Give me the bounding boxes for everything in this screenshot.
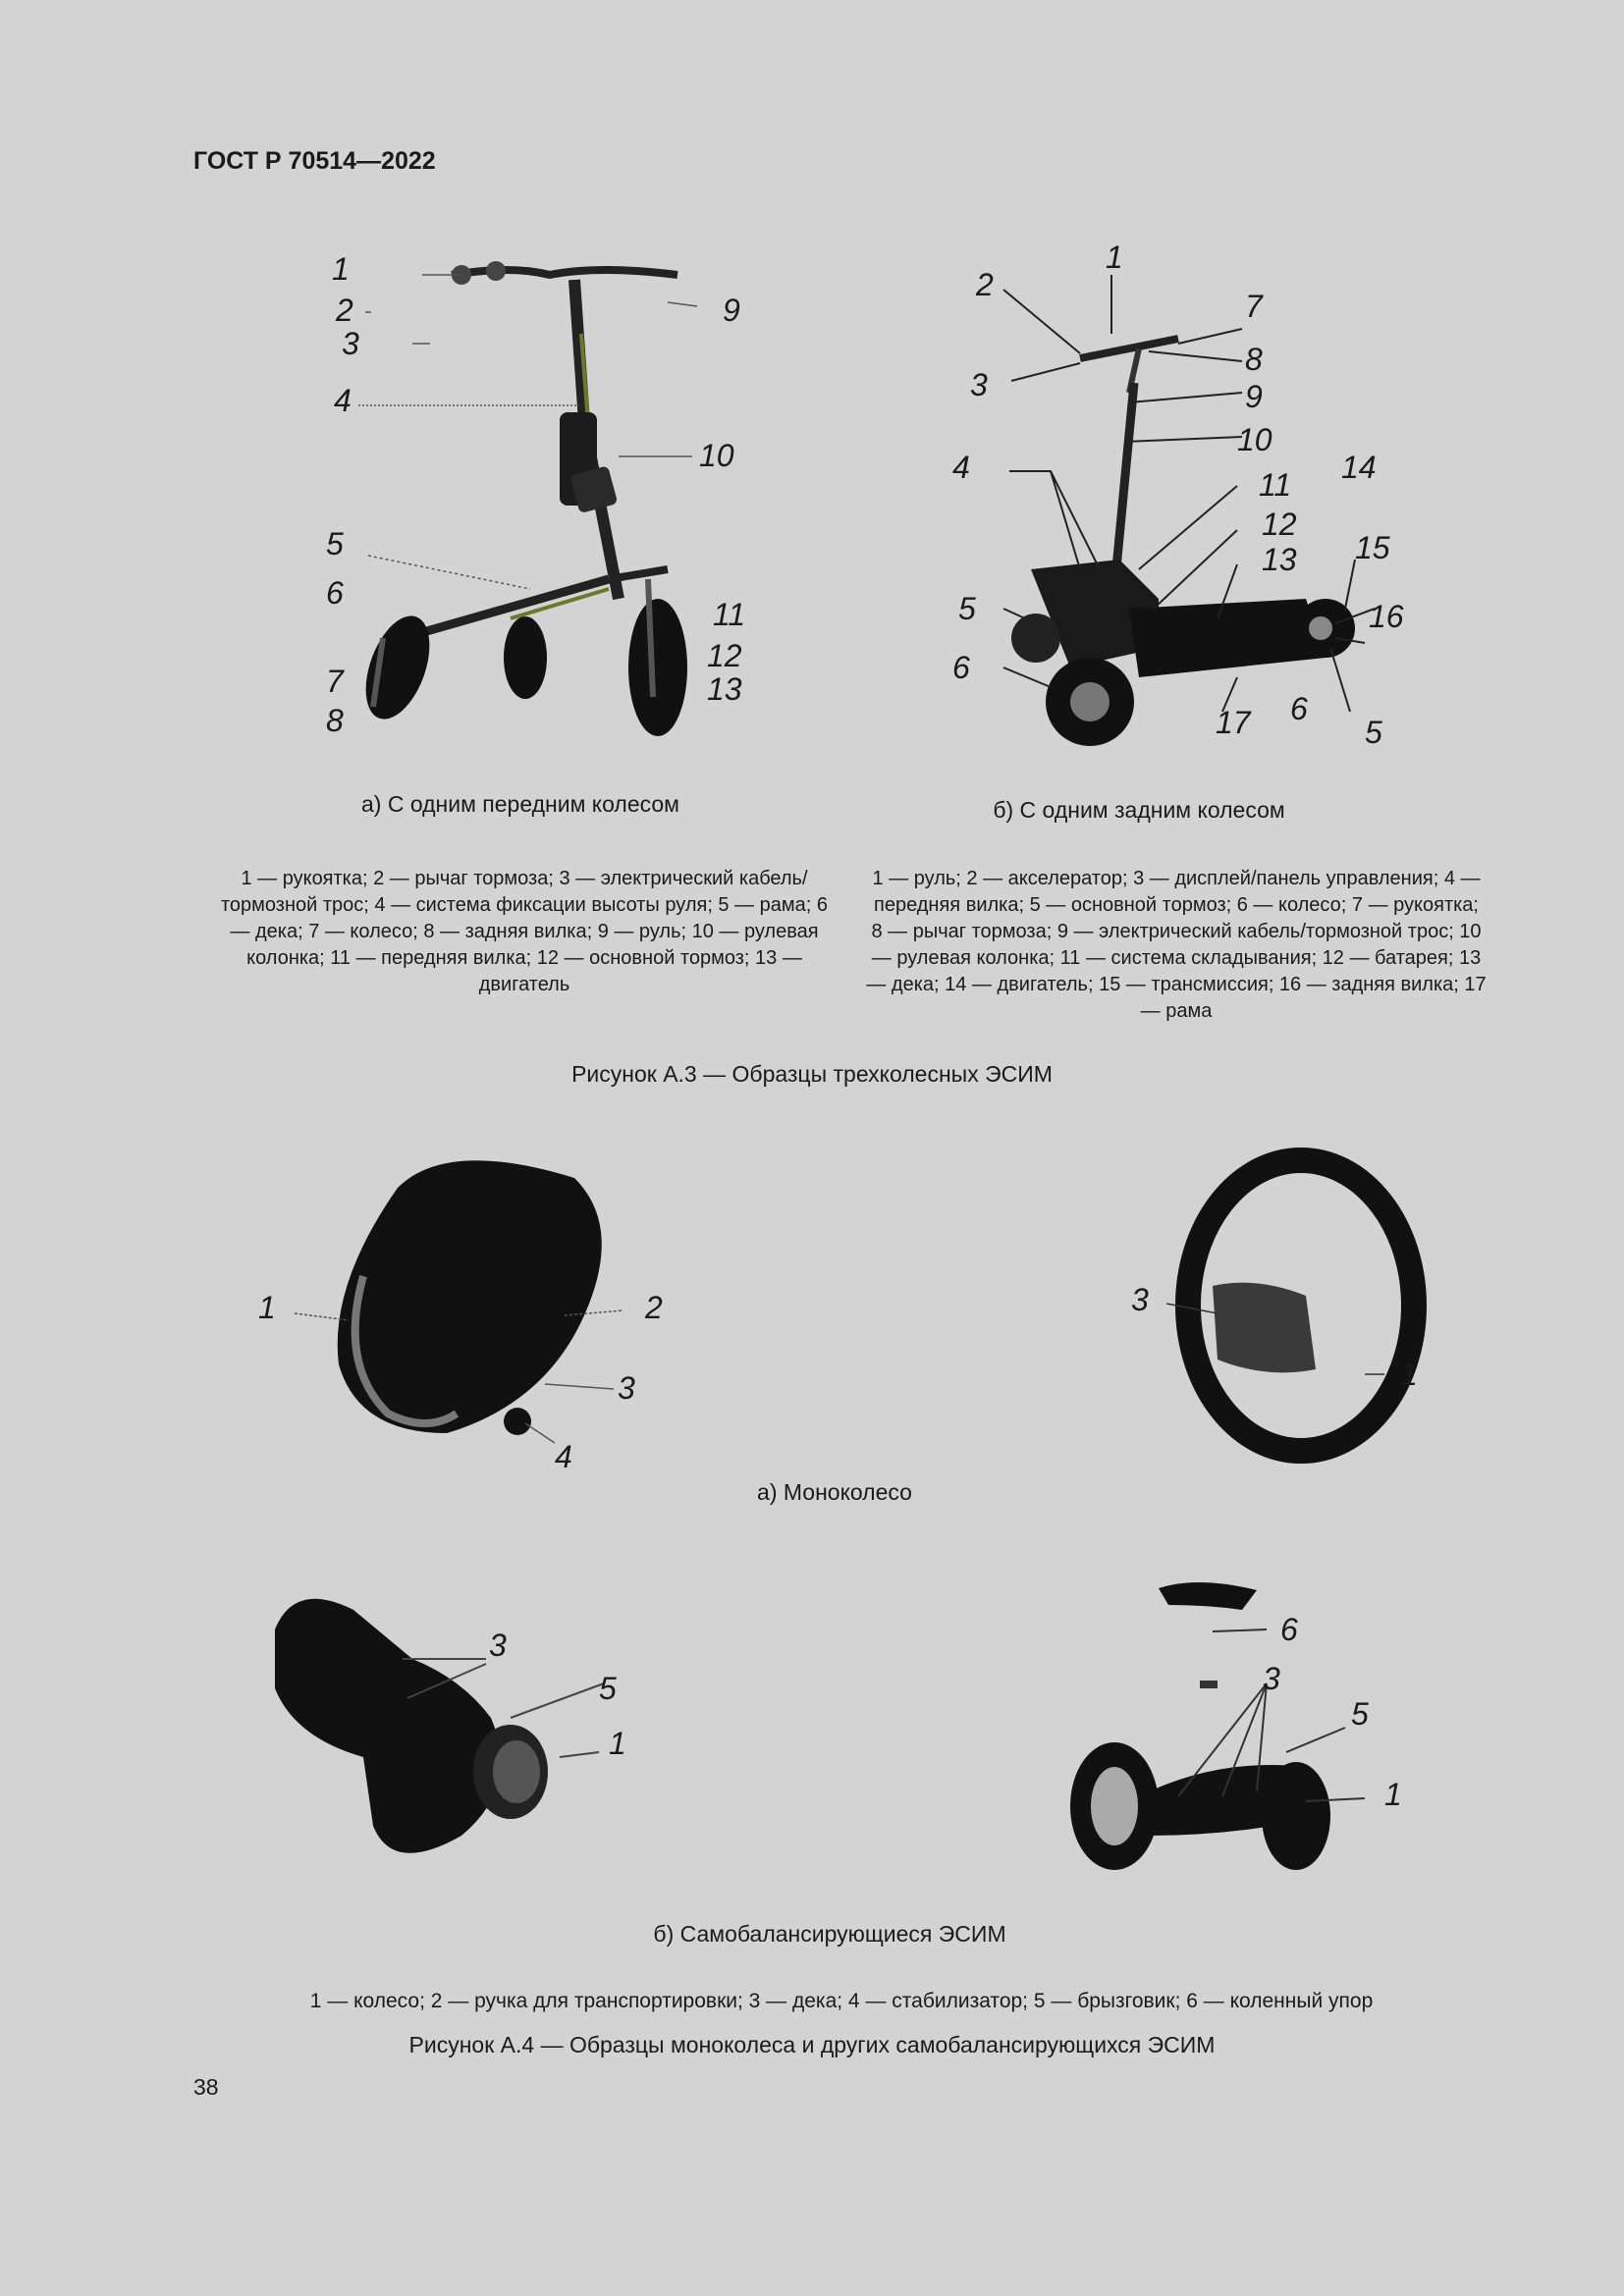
- callout-label: 4: [952, 450, 970, 485]
- callout-label: 1: [609, 1726, 626, 1761]
- page-number: 38: [193, 2074, 219, 2100]
- callout-label: 2: [336, 293, 353, 328]
- callout-label: 5: [326, 526, 344, 561]
- figure-a4-self-caption: б) Самобалансирующиеся ЭСИМ: [653, 1921, 1006, 1947]
- callout-label: 9: [1245, 379, 1263, 414]
- callout-label: 11: [1259, 467, 1292, 503]
- callout-label: 4: [334, 383, 352, 418]
- callout-label: 8: [1245, 342, 1263, 377]
- callout-label: 5: [958, 591, 976, 626]
- self-balancing-right-drawing: [1060, 1571, 1453, 1904]
- figure-a4-mono-caption: а) Моноколесо: [757, 1479, 912, 1505]
- callout-label: 15: [1355, 530, 1390, 565]
- callout-label: 16: [1369, 599, 1404, 634]
- callout-label: 3: [489, 1628, 507, 1663]
- trike-front-wheel-figure: [314, 245, 756, 756]
- trike-rear-wheel-figure: [943, 236, 1434, 766]
- figure-a3-left-legend: 1 — рукоятка; 2 — рычаг тормоза; 3 — электрический кабель/тормозной трос; 4 — система фиксации высоты руля; 5 — рама; 6 — дека; 7 — колесо; 8 — задняя вилка; 9 — руль; 10 — рулевая колонка; 11 — передняя вилка; 12 — основной тормоз; 13 — двигатель: [220, 868, 829, 995]
- callout-label: 1: [1106, 240, 1123, 275]
- figure-a4-title: Рисунок А.4 — Образцы моноколеса и других самобалансирующихся ЭСИМ: [408, 2032, 1216, 2057]
- callout-label: 1: [258, 1290, 276, 1325]
- callout-label: 17: [1216, 705, 1251, 740]
- callout-label: 12: [707, 638, 742, 673]
- callout-label: 5: [1365, 715, 1382, 750]
- figure-a3-title: Рисунок А.3 — Образцы трехколесных ЭСИМ: [571, 1061, 1053, 1087]
- figure-a3-left-caption: а) С одним передним колесом: [361, 791, 679, 817]
- callout-label: 13: [1262, 542, 1297, 577]
- callout-label: 3: [342, 326, 359, 361]
- self-balancing-left-figure: [265, 1590, 658, 1885]
- callout-label: 3: [1263, 1661, 1280, 1696]
- callout-label: 1: [1384, 1777, 1402, 1812]
- trike-front-wheel-drawing: [314, 245, 756, 756]
- callout-label: 2: [976, 267, 994, 302]
- callout-label: 1: [1400, 1357, 1418, 1392]
- callout-label: 10: [699, 438, 734, 473]
- callout-label: 14: [1341, 450, 1377, 485]
- callout-label: 1: [332, 251, 350, 287]
- callout-label: 9: [723, 293, 740, 328]
- callout-label: 4: [555, 1439, 572, 1474]
- document-header: ГОСТ Р 70514—2022: [193, 147, 436, 175]
- callout-label: 3: [970, 367, 988, 402]
- callout-label: 7: [326, 664, 344, 699]
- self-balancing-left-drawing: [265, 1590, 658, 1885]
- figure-a3-right-caption: б) С одним задним колесом: [993, 797, 1285, 823]
- callout-label: 10: [1237, 422, 1272, 457]
- callout-label: 5: [599, 1671, 617, 1706]
- figure-a3-right-legend: 1 — руль; 2 — акселератор; 3 — дисплей/панель управления; 4 — передняя вилка; 5 — основной тормоз; 6 — колесо; 7 — рукоятка; 8 — рычаг тормоза; 9 — электрический кабель/тормозной трос; 10 — рулевая колонка; 11 — система складывания; 12 — батарея; 13 — дека; 14 — двигатель; 15 — трансмиссия; 16 — задняя вилка; 17 — рама: [866, 868, 1487, 1022]
- trike-rear-wheel-drawing: [943, 236, 1434, 766]
- callout-label: 6: [1290, 691, 1308, 726]
- callout-label: 6: [1280, 1612, 1298, 1647]
- callout-label: 7: [1245, 289, 1263, 324]
- callout-label: 6: [952, 650, 970, 685]
- callout-label: 3: [1131, 1282, 1149, 1317]
- callout-label: 5: [1351, 1696, 1369, 1732]
- self-balancing-right-figure: [1060, 1571, 1453, 1904]
- callout-label: 11: [713, 597, 746, 632]
- figure-a4-legend: 1 — колесо; 2 — ручка для транспортировки; 3 — дека; 4 — стабилизатор; 5 — брызговик; 6 — коленный упор: [309, 1990, 1374, 2012]
- monowheel-left-drawing: [250, 1139, 702, 1482]
- callout-label: 3: [618, 1370, 635, 1406]
- monowheel-left-figure: [250, 1139, 702, 1482]
- callout-label: 13: [707, 671, 742, 707]
- monowheel-right-figure: [1119, 1139, 1453, 1433]
- callout-label: 8: [326, 703, 344, 738]
- callout-label: 2: [645, 1290, 663, 1325]
- callout-label: 6: [326, 575, 344, 611]
- callout-label: 12: [1262, 507, 1297, 542]
